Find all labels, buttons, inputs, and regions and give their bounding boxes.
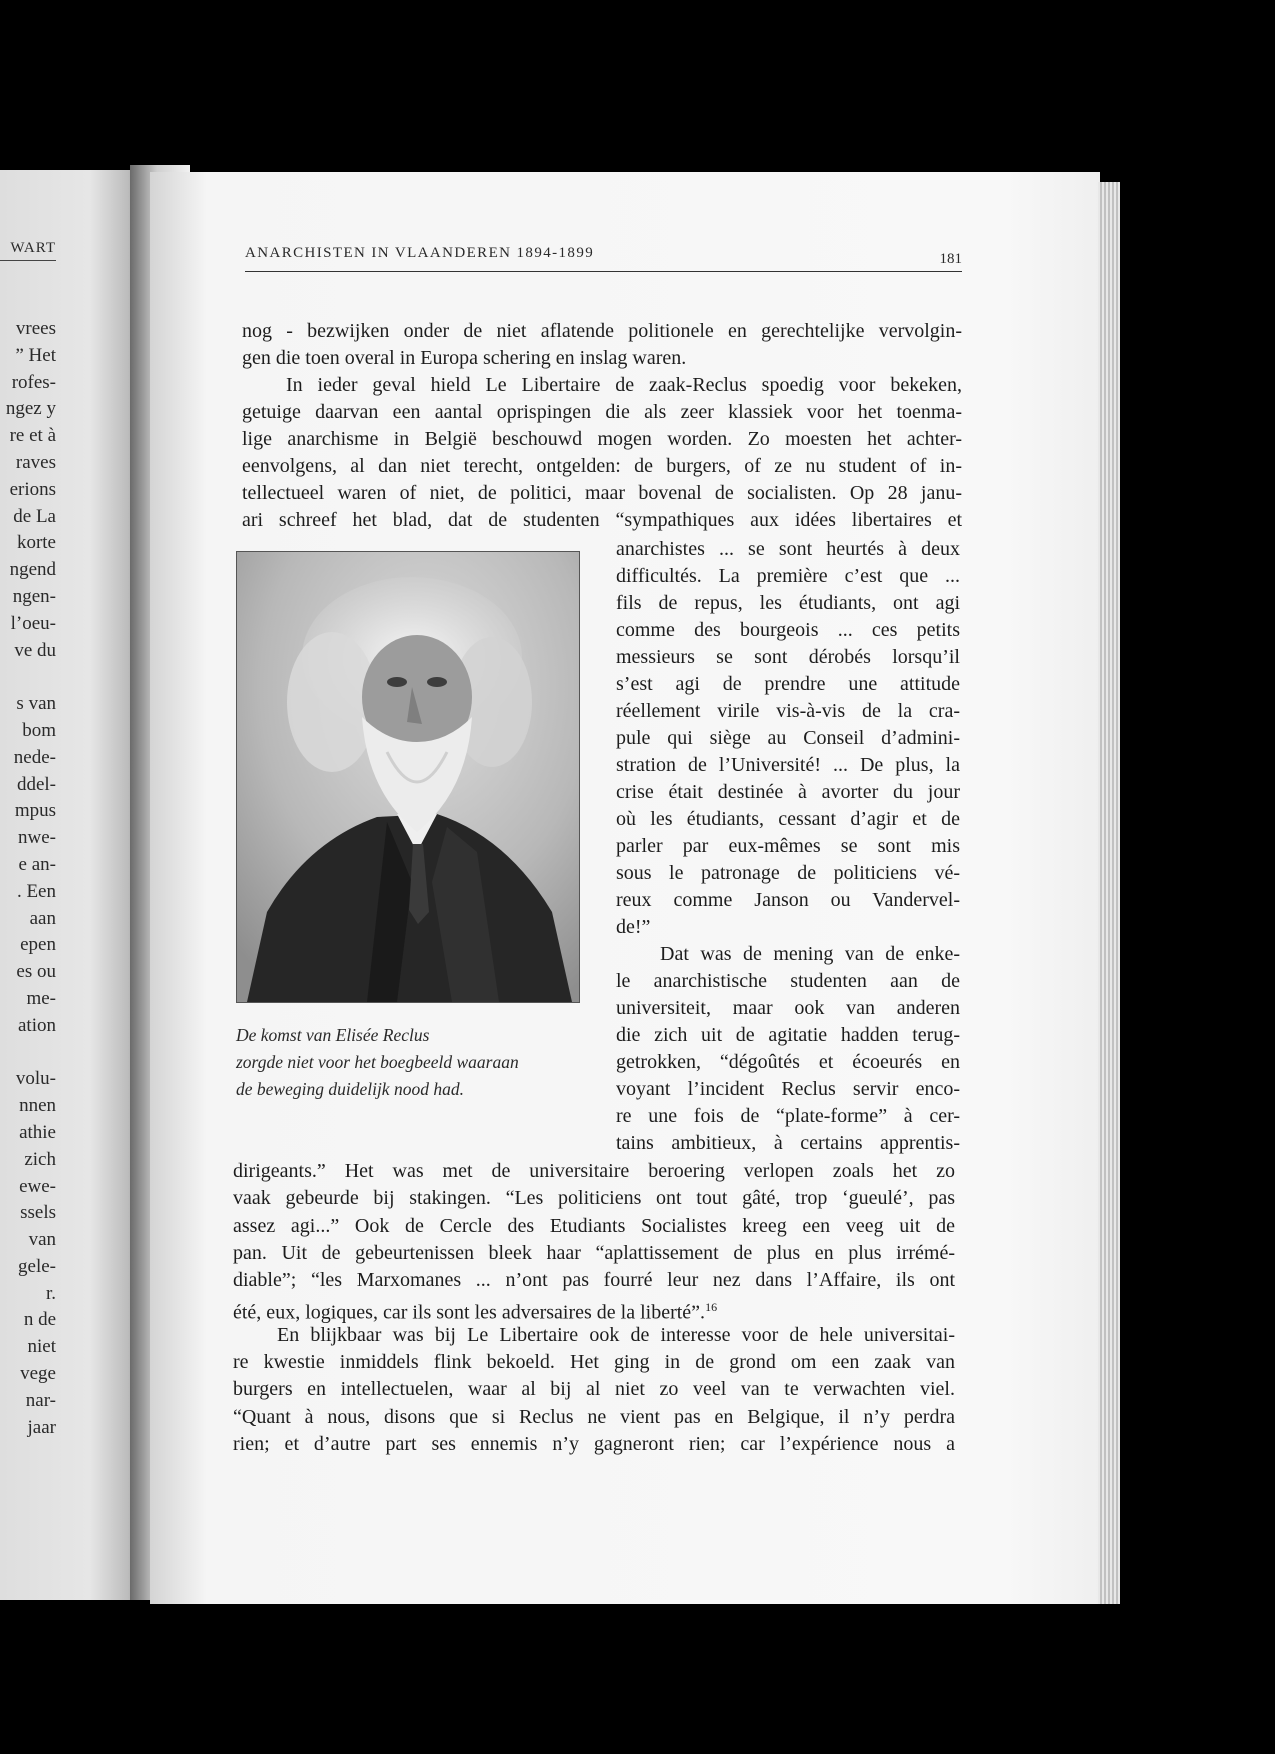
left-page-line: n de bbox=[23, 1309, 56, 1331]
text-line: pule qui siège au Conseil d’admini- bbox=[616, 727, 960, 749]
text-line: reux comme Janson ou Vandervel- bbox=[616, 889, 960, 911]
text-line: assez agi...” Ook de Cercle des Etudiants Socialistes kreeg een veeg uit de bbox=[233, 1214, 955, 1237]
text-line: dirigeants.” Het was met de universitaire beroering verlopen zoals het zo bbox=[233, 1160, 955, 1182]
running-title: ANARCHISTEN IN VLAANDEREN 1894-1899 bbox=[245, 245, 595, 261]
portrait-image bbox=[237, 552, 579, 1002]
left-page-line: niet bbox=[27, 1336, 56, 1358]
left-page-line: nede- bbox=[13, 746, 56, 768]
text-line: diable”; “les Marxomanes ... n’ont pas fourré leur nez dans l’Affaire, ils ont bbox=[233, 1269, 955, 1292]
left-page-line: ddel- bbox=[16, 773, 56, 795]
left-page-line: rofes- bbox=[11, 371, 56, 393]
text-line: burgers en intellectuelen, waar al bij al niet zo veel van te verwachten viel. bbox=[233, 1378, 955, 1401]
text-line: réellement virile vis-à-vis de la cra- bbox=[616, 700, 960, 722]
left-page-line bbox=[0, 664, 56, 691]
footnote-reference: 16 bbox=[705, 1300, 718, 1315]
left-page-line: re et à bbox=[9, 425, 56, 447]
left-page-line: ssels bbox=[20, 1202, 56, 1224]
text-line: getrokken, “dégoûtés et écoeurés en bbox=[616, 1051, 960, 1073]
caption-line: zorgde niet voor het boegbeeld waaraan bbox=[236, 1052, 519, 1072]
left-page-line: jaar bbox=[27, 1416, 56, 1438]
left-page-line: erions bbox=[9, 478, 56, 500]
left-page-line: ve du bbox=[14, 639, 56, 661]
text-line: fils de repus, les étudiants, ont agi bbox=[616, 592, 960, 614]
text-line-with-footnote bbox=[233, 1294, 955, 1325]
text-line: où les étudiants, cessant d’agir et de bbox=[616, 808, 960, 830]
text-line: gen die toen overal in Europa schering en inslag waren. bbox=[242, 347, 687, 369]
left-page-line: e an- bbox=[18, 853, 56, 875]
caption-line: De komst van Elisée Reclus bbox=[236, 1025, 430, 1045]
left-page-line: ngez y bbox=[5, 398, 56, 420]
text-line: ari schreef het blad, dat de studenten “sympathiques aux idées libertaires et bbox=[242, 509, 962, 531]
page-number: 181 bbox=[939, 251, 962, 267]
left-facing-page bbox=[0, 170, 150, 1600]
text-line: nog - bezwijken onder de niet aflatende politionele en gerechtelijke vervolgin- bbox=[242, 320, 962, 342]
left-page-line: me- bbox=[26, 987, 56, 1009]
text-line: En blijkbaar was bij Le Libertaire ook de interesse voor de hele universitai- bbox=[277, 1323, 955, 1346]
text-line: universiteit, maar ook van anderen bbox=[616, 997, 960, 1019]
left-page-line: ngen- bbox=[12, 585, 56, 607]
left-page-line: r. bbox=[45, 1282, 56, 1304]
left-page-line: l’oeu- bbox=[10, 612, 56, 634]
left-page-line: athie bbox=[19, 1121, 56, 1143]
left-page-line: gele- bbox=[18, 1255, 56, 1277]
text-line: de!” bbox=[616, 916, 651, 938]
text-line: eenvolgens, al dan niet terecht, ontgelden: de burgers, of ze nu student of in- bbox=[242, 455, 962, 477]
left-page-line: ngend bbox=[9, 559, 56, 581]
text-line: tains ambitieux, à certains apprentis- bbox=[616, 1132, 960, 1154]
text-line: pan. Uit de gebeurtenissen bleek haar “aplattissement de plus en plus irrémé- bbox=[233, 1241, 955, 1264]
body-text-wrapped bbox=[616, 536, 960, 1157]
caption-line: de beweging duidelijk nood had. bbox=[236, 1079, 464, 1099]
figure-caption bbox=[236, 1022, 576, 1103]
text-line: Dat was de mening van de enke- bbox=[660, 943, 960, 965]
text-line: tellectueel waren of niet, de politici, maar bovenal de socialisten. Op 28 janu- bbox=[242, 482, 962, 504]
left-page-line: es ou bbox=[16, 961, 56, 983]
text-line: lige anarchisme in België beschouwd mogen worden. Zo moesten het achter- bbox=[242, 428, 962, 450]
left-page-line: s van bbox=[16, 693, 56, 715]
left-page-line: ation bbox=[18, 1014, 56, 1036]
text-line: difficultés. La première c’est que ... bbox=[616, 565, 960, 587]
text-line: vaak gebeurde bij stakingen. “Les politiciens ont tout gâté, trop ‘gueulé’, pas bbox=[233, 1187, 955, 1210]
text-line: stration de l’Université! ... De plus, la bbox=[616, 754, 960, 776]
text-line: “Quant à nous, disons que si Reclus ne vient pas en Belgique, il n’y perdra bbox=[233, 1405, 955, 1428]
text-line: anarchistes ... se sont heurtés à deux bbox=[616, 538, 960, 560]
left-page-line: bom bbox=[22, 719, 56, 741]
left-page-line bbox=[0, 1040, 56, 1067]
left-page-line: korte bbox=[16, 532, 56, 554]
text-line: comme des bourgeois ... ces petits bbox=[616, 619, 960, 641]
text-line: s’est agi de prendre une attitude bbox=[616, 673, 960, 695]
text-line: voyant l’incident Reclus servir enco- bbox=[616, 1078, 960, 1100]
body-text-top bbox=[242, 318, 962, 534]
left-page-line: raves bbox=[15, 451, 56, 473]
body-text-lower bbox=[233, 1158, 955, 1458]
left-page-text bbox=[0, 316, 56, 1441]
left-page-line: ” Het bbox=[15, 344, 56, 366]
left-page-line: epen bbox=[20, 934, 56, 956]
left-page-line: zich bbox=[24, 1148, 56, 1170]
text-line: die zich uit de agitatie hadden terug- bbox=[616, 1024, 960, 1046]
text-line: In ieder geval hield Le Libertaire de zaak-Reclus spoedig voor bekeken, bbox=[286, 374, 962, 396]
text-line: crise était destinée à avorter du jour bbox=[616, 781, 960, 803]
text-line: messieurs se sont dérobés lorsqu’il bbox=[616, 646, 960, 668]
left-page-line: aan bbox=[29, 907, 56, 929]
text-line: rien; et d’autre part ses ennemis n’y gagneront rien; car l’expérience nous a bbox=[233, 1432, 955, 1455]
text-line: re une fois de “plate-forme” à cer- bbox=[616, 1105, 960, 1127]
text-line: été, eux, logiques, car ils sont les adversaires de la liberté”. bbox=[233, 1302, 706, 1325]
running-header bbox=[245, 243, 962, 272]
left-page-line: nnen bbox=[19, 1095, 56, 1117]
left-page-line: vrees bbox=[15, 318, 56, 339]
left-page-line: van bbox=[28, 1229, 56, 1251]
left-page-line: mpus bbox=[14, 800, 56, 822]
left-page-line: . Een bbox=[16, 880, 56, 902]
left-page-line: nar- bbox=[25, 1389, 56, 1411]
left-page-line: volu- bbox=[15, 1068, 56, 1090]
text-line: re kwestie inmiddels flink bekoeld. Het ging in de grond om een zaak van bbox=[233, 1351, 955, 1374]
text-line: parler par eux-mêmes se sont mis bbox=[616, 835, 960, 857]
text-line: le anarchistische studenten aan de bbox=[616, 970, 960, 992]
text-line: sous le patronage de politiciens vé- bbox=[616, 862, 960, 884]
left-page-line: vege bbox=[20, 1363, 56, 1385]
left-page-line: nwe- bbox=[18, 827, 56, 849]
portrait-photo bbox=[236, 551, 580, 1003]
left-page-line: de La bbox=[13, 505, 56, 527]
text-line: getuige daarvan een aantal oprispingen die als zeer klassiek voor het toenma- bbox=[242, 401, 962, 423]
left-running-header: WART bbox=[0, 240, 56, 261]
left-page-line: ewe- bbox=[19, 1175, 56, 1197]
page-edges bbox=[1098, 182, 1120, 1604]
